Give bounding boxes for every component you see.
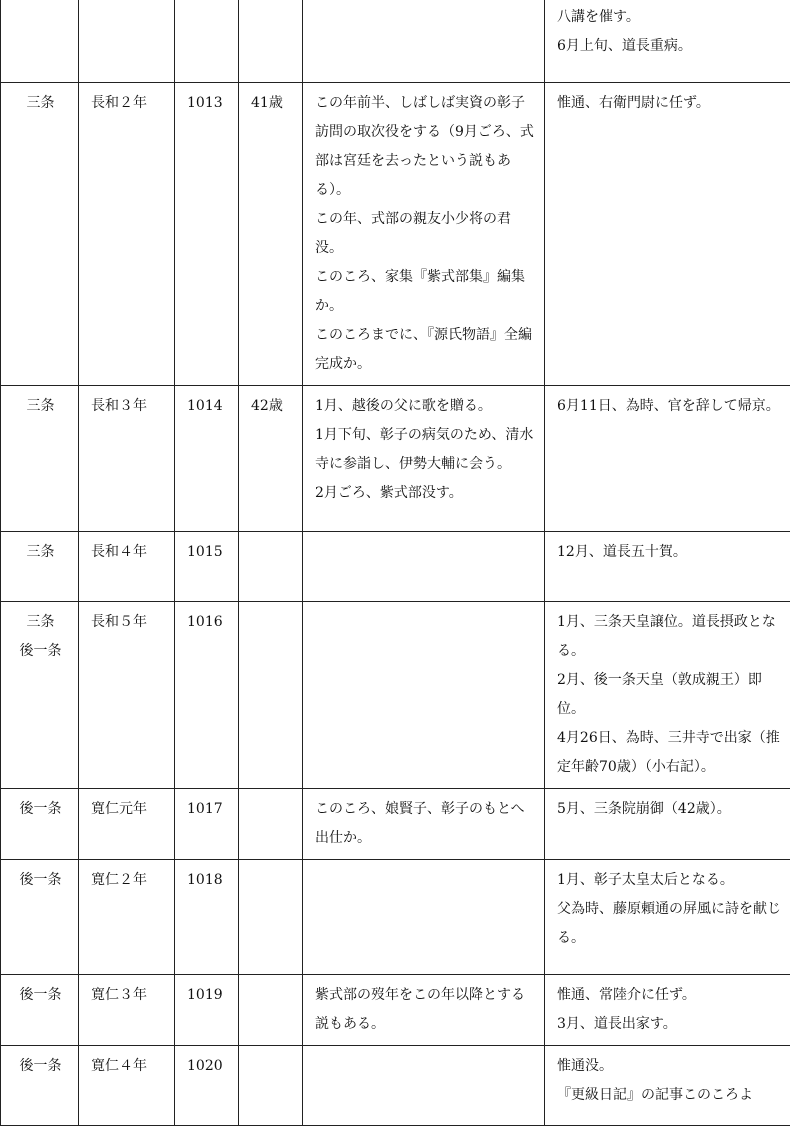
events-cell <box>303 0 545 83</box>
era-cell <box>79 532 175 602</box>
era-name: 寛仁４年 <box>91 1052 164 1081</box>
emperor-cell <box>1 789 79 860</box>
table-row <box>1 532 790 602</box>
era-cell <box>79 386 175 532</box>
emperor-name: 三条 <box>13 392 68 421</box>
era-name: 寛仁元年 <box>91 795 164 824</box>
emperor-cell <box>1 83 79 386</box>
age-cell <box>239 789 303 860</box>
age-cell <box>239 532 303 602</box>
year-cell <box>175 789 239 860</box>
world-event-line: 6月上旬、道長重病。 <box>557 32 781 61</box>
emperor-cell <box>1 0 79 83</box>
world-events-cell <box>545 83 790 386</box>
age-cell <box>239 83 303 386</box>
emperor-name: 三条 <box>13 538 68 567</box>
world-events-cell <box>545 0 790 83</box>
table-row <box>1 602 790 789</box>
emperor-name: 後一条 <box>13 637 68 666</box>
world-event-line: 5月、三条院崩御（42歳）。 <box>557 795 781 824</box>
world-event-line: 6月11日、為時、官を辞して帰京。 <box>557 392 781 421</box>
era-cell <box>79 975 175 1046</box>
event-line: 1月下旬、彰子の病気のため、清水寺に参詣し、伊勢大輔に会う。 <box>315 421 534 479</box>
event-line: このころ、家集『紫式部集』編集か。 <box>315 263 534 321</box>
age-cell <box>239 0 303 83</box>
event-line: この年前半、しばしば実資の彰子訪問の取次役をする（9月ごろ、式部は宮廷を去ったという説もある）。 <box>315 89 534 205</box>
western-year: 1015 <box>187 538 228 567</box>
era-cell <box>79 602 175 789</box>
world-event-line: 2月、後一条天皇（敦成親王）即位。 <box>557 666 781 724</box>
events-cell <box>303 1046 545 1126</box>
era-name: 長和５年 <box>91 608 164 637</box>
era-cell <box>79 0 175 83</box>
table-row <box>1 0 790 83</box>
western-year: 1017 <box>187 795 228 824</box>
emperor-cell <box>1 602 79 789</box>
year-cell <box>175 975 239 1046</box>
emperor-name: 後一条 <box>13 866 68 895</box>
world-events-cell <box>545 975 790 1046</box>
world-event-line: 12月、道長五十賀。 <box>557 538 781 567</box>
events-cell <box>303 789 545 860</box>
events-cell <box>303 602 545 789</box>
emperor-name: 三条 <box>13 608 68 637</box>
world-event-line: 八講を催す。 <box>557 3 781 32</box>
emperor-name: 後一条 <box>13 1052 68 1081</box>
world-event-line: 4月26日、為時、三井寺で出家（推定年齢70歳）（小右記）。 <box>557 724 781 782</box>
events-cell <box>303 83 545 386</box>
emperor-name: 後一条 <box>13 981 68 1010</box>
emperor-cell <box>1 386 79 532</box>
western-year: 1018 <box>187 866 228 895</box>
western-year: 1014 <box>187 392 228 421</box>
age-cell <box>239 386 303 532</box>
events-cell <box>303 532 545 602</box>
western-year: 1016 <box>187 608 228 637</box>
age: 42歳 <box>251 392 292 421</box>
events-cell <box>303 860 545 975</box>
era-name: 長和４年 <box>91 538 164 567</box>
world-event-line: 惟通、右衛門尉に任ず。 <box>557 89 781 118</box>
western-year: 1020 <box>187 1052 228 1081</box>
table-row <box>1 860 790 975</box>
emperor-cell <box>1 860 79 975</box>
year-cell <box>175 860 239 975</box>
world-event-line: 1月、三条天皇譲位。道長摂政となる。 <box>557 608 781 666</box>
world-event-line: 3月、道長出家す。 <box>557 1010 781 1039</box>
event-line: このころまでに、『源氏物語』全編完成か。 <box>315 321 534 379</box>
events-cell <box>303 386 545 532</box>
emperor-cell <box>1 975 79 1046</box>
age-cell <box>239 975 303 1046</box>
world-event-line: 『更級日記』の記事このころよ <box>557 1081 781 1110</box>
world-events-cell <box>545 860 790 975</box>
world-events-cell <box>545 532 790 602</box>
table-row <box>1 1046 790 1126</box>
table-row <box>1 975 790 1046</box>
era-name: 寛仁３年 <box>91 981 164 1010</box>
era-cell <box>79 83 175 386</box>
era-cell <box>79 789 175 860</box>
age-cell <box>239 1046 303 1126</box>
era-name: 長和３年 <box>91 392 164 421</box>
emperor-cell <box>1 1046 79 1126</box>
year-cell <box>175 83 239 386</box>
age-cell <box>239 602 303 789</box>
era-name: 長和２年 <box>91 89 164 118</box>
world-event-line: 1月、彰子太皇太后となる。 <box>557 866 781 895</box>
event-line: 1月、越後の父に歌を贈る。 <box>315 392 534 421</box>
age: 41歳 <box>251 89 292 118</box>
year-cell <box>175 386 239 532</box>
world-events-cell <box>545 1046 790 1126</box>
event-line: このころ、娘賢子、彰子のもとへ出仕か。 <box>315 795 534 853</box>
world-events-cell <box>545 789 790 860</box>
western-year: 1013 <box>187 89 228 118</box>
table-row <box>1 83 790 386</box>
emperor-name: 三条 <box>13 89 68 118</box>
year-cell <box>175 532 239 602</box>
event-line: 2月ごろ、紫式部没す。 <box>315 479 534 508</box>
world-events-cell <box>545 602 790 789</box>
era-cell <box>79 860 175 975</box>
table-row <box>1 789 790 860</box>
year-cell <box>175 0 239 83</box>
era-cell <box>79 1046 175 1126</box>
event-line: 紫式部の歿年をこの年以降とする説もある。 <box>315 981 534 1039</box>
world-event-line: 惟通没。 <box>557 1052 781 1081</box>
year-cell <box>175 1046 239 1126</box>
emperor-name: 後一条 <box>13 795 68 824</box>
age-cell <box>239 860 303 975</box>
world-events-cell <box>545 386 790 532</box>
events-cell <box>303 975 545 1046</box>
emperor-cell <box>1 532 79 602</box>
western-year: 1019 <box>187 981 228 1010</box>
era-name: 寛仁２年 <box>91 866 164 895</box>
event-line: この年、式部の親友小少将の君没。 <box>315 205 534 263</box>
year-cell <box>175 602 239 789</box>
world-event-line: 惟通、常陸介に任ず。 <box>557 981 781 1010</box>
table-row <box>1 386 790 532</box>
world-event-line: 父為時、藤原頼通の屏風に詩を献じる。 <box>557 895 781 953</box>
